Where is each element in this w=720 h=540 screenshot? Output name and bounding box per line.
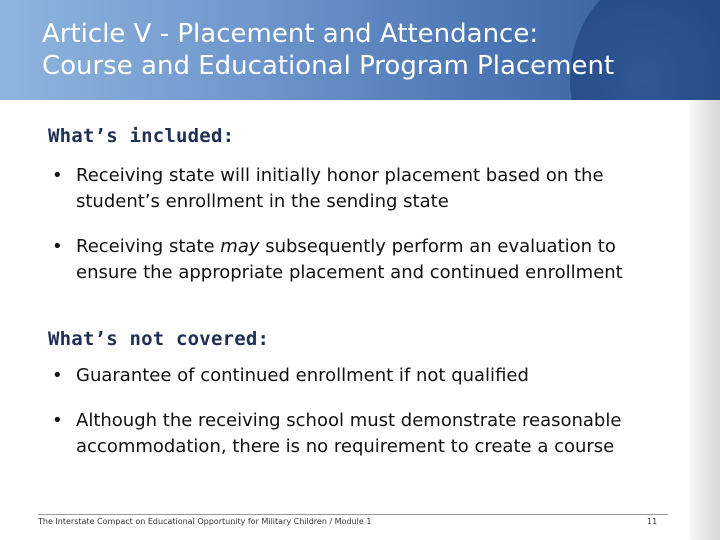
bullet-text: Guarantee of continued enrollment if not qualified [76, 365, 529, 386]
bullet-text: Although the receiving school must demonstrate reasonable accommodation, there is no requirement to create a course [76, 410, 622, 457]
bullet-text-prefix: Receiving state [76, 236, 221, 257]
footer-text: The Interstate Compact on Educational Opportunity for Military Children / Module 1 [38, 517, 372, 526]
slide-title-line-2: Course and Educational Program Placement [42, 51, 615, 81]
section-heading-not-covered: What’s not covered: [48, 328, 270, 350]
bullet-item [52, 234, 652, 286]
page-fold-shape [690, 100, 720, 540]
bullet-text [76, 234, 652, 286]
page-number: 11 [647, 517, 658, 526]
bullet-icon: • [52, 365, 63, 386]
bullet-text-emphasis: may [220, 236, 260, 257]
footer-divider [38, 514, 668, 515]
section-heading-included: What’s included: [48, 125, 235, 147]
bullet-icon: • [52, 165, 63, 186]
bullet-item [52, 363, 652, 389]
bullet-icon: • [52, 410, 63, 431]
slide-title-line-1: Article V - Placement and Attendance: [42, 19, 539, 49]
bullet-item [52, 408, 652, 460]
bullet-text-suffix: subsequently perform an evaluation to ensure the appropriate placement and continued enrollment [76, 236, 623, 283]
bullet-icon: • [52, 236, 63, 257]
slide-title [42, 18, 682, 82]
bullet-text: Receiving state will initially honor placement based on the student’s enrollment in the sending state [76, 165, 604, 212]
bullet-item [52, 163, 652, 215]
